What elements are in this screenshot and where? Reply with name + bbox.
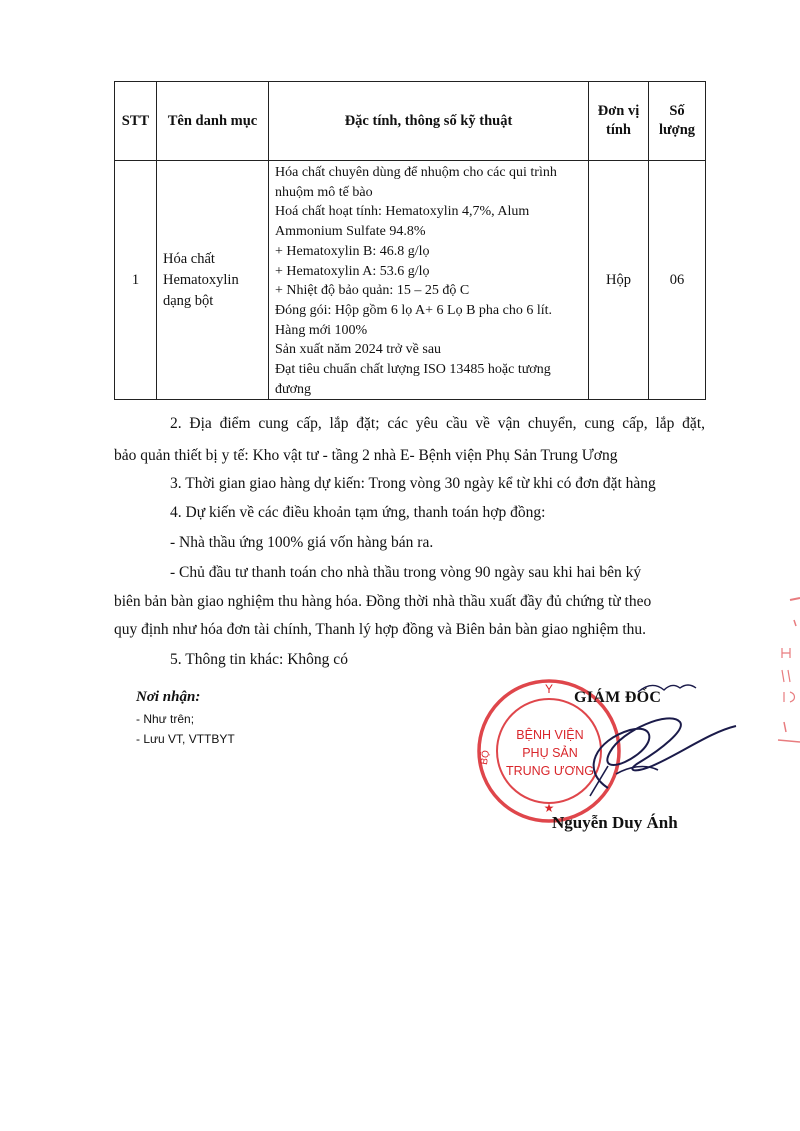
recipients-title: Nơi nhận: <box>136 689 201 705</box>
spec-line: Hàng mới 100% <box>275 322 368 338</box>
spec-line: Sản xuất năm 2024 trở về sau <box>275 342 442 358</box>
paragraph-delivery-time: 3. Thời gian giao hàng dự kiến: Trong vòng 30 ngày kể từ khi có đơn đặt hàng <box>170 475 656 492</box>
cell-unit: Hộp <box>589 161 649 400</box>
paragraph-payment-terms: 4. Dự kiến về các điều khoản tạm ứng, thanh toán hợp đồng: <box>170 504 546 521</box>
stamp-top-letter: Y <box>544 682 554 696</box>
spec-line: Ammonium Sulfate 94.8% <box>275 224 426 240</box>
margin-stamp-fragment <box>770 590 800 750</box>
spec-line: Đạt tiêu chuẩn chất lượng ISO 13485 hoặc tương <box>275 362 551 378</box>
spec-line: Hóa chất chuyên dùng để nhuộm cho các qui trình <box>275 165 557 180</box>
paragraph-payment: - Chủ đầu tư thanh toán cho nhà thầu trong vòng 90 ngày sau khi hai bên ký <box>170 564 642 581</box>
signer-name: Nguyễn Duy Ánh <box>552 813 678 832</box>
paragraph-payment-cont2: quy định như hóa đơn tài chính, Thanh lý hợp đồng và Biên bản bàn giao nghiệm thu. <box>114 621 647 638</box>
recipients-block <box>136 689 235 746</box>
paragraph-delivery-location: 2. Địa điểm cung cấp, lắp đặt; các yêu cầu về vận chuyển, cung cấp, lắp đặt, <box>170 415 705 432</box>
table-header-row <box>115 82 706 161</box>
cell-qty: 06 <box>649 161 706 400</box>
stamp-side-letters: BỘ <box>478 749 493 766</box>
paragraph-other-info: 5. Thông tin khác: Không có <box>170 651 348 668</box>
header-name: Tên danh mục <box>157 82 269 161</box>
director-title: GIÁM ĐỐC <box>574 689 662 706</box>
paragraph-payment-cont: biên bản bàn giao nghiệm thu hàng hóa. Đồng thời nhà thầu xuất đầy đủ chứng từ theo <box>114 593 652 610</box>
spec-line: + Nhiệt độ bảo quản: 15 – 25 độ C <box>275 283 470 299</box>
handwritten-signature <box>560 670 760 810</box>
cell-spec <box>269 161 589 400</box>
stamp-line: TRUNG ƯƠNG <box>505 764 595 778</box>
recipient-item: - Lưu VT, VTTBYT <box>136 732 235 746</box>
header-stt: STT <box>115 82 157 161</box>
specification-table <box>114 81 706 400</box>
spec-line: + Hematoxylin B: 46.8 g/lọ <box>275 243 430 259</box>
paragraph-delivery-location-cont: bảo quản thiết bị y tế: Kho vật tư - tầng 2 nhà E- Bệnh viện Phụ Sản Trung Ương <box>114 447 618 464</box>
header-qty: Số lượng <box>649 82 706 161</box>
cell-item-name: Hóa chất Hematoxylin dạng bột <box>157 161 269 400</box>
stamp-star-icon: ★ <box>543 801 555 815</box>
recipient-item: - Như trên; <box>136 712 195 726</box>
spec-line: Hoá chất hoạt tính: Hematoxylin 4,7%, Alum <box>275 204 530 220</box>
paragraph-advance: - Nhà thầu ứng 100% giá vốn hàng bán ra. <box>170 534 434 551</box>
stamp-line: BỆNH VIỆN <box>516 728 584 742</box>
header-spec: Đặc tính, thông số kỹ thuật <box>269 82 589 161</box>
spec-line: + Hematoxylin A: 53.6 g/lọ <box>275 263 430 279</box>
cell-stt: 1 <box>115 161 157 400</box>
header-unit: Đơn vị tính <box>589 82 649 161</box>
table-row <box>115 161 706 400</box>
spec-line: đương <box>275 381 311 397</box>
spec-line: Đóng gói: Hộp gồm 6 lọ A+ 6 Lọ B pha cho 6 lít. <box>275 302 552 318</box>
stamp-line: PHỤ SẢN <box>522 746 578 760</box>
spec-line: nhuộm mô tế bào <box>275 184 373 200</box>
